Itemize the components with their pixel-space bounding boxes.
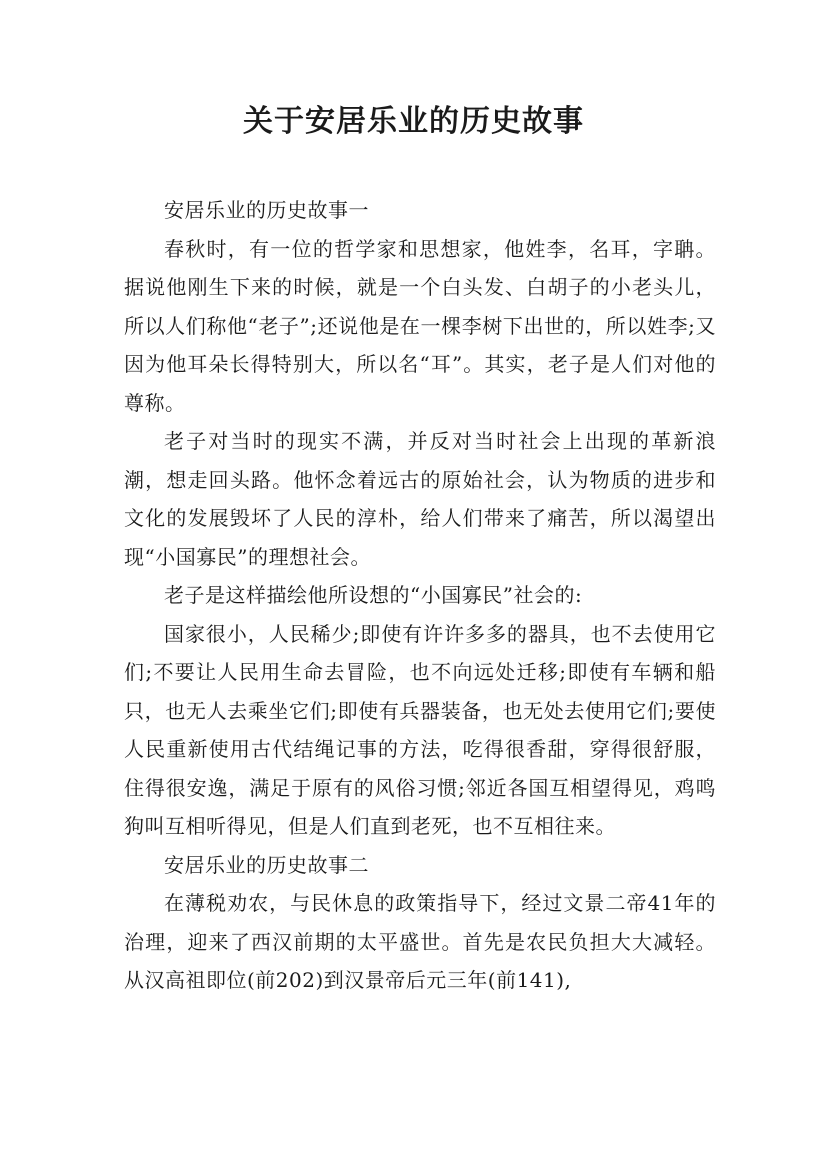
document-body [124, 191, 716, 1000]
paragraph: 老子对当时的现实不满，并反对当时社会上出现的革新浪潮，想走回头路。他怀念着远古的原始社会，认为物质的进步和文化的发展毁坏了人民的淳朴，给人们带来了痛苦，所以渴望出现“小国寡民”的理想社会。 [124, 429, 716, 569]
document-title: 关于安居乐业的历史故事 [243, 104, 584, 139]
paragraph: 春秋时，有一位的哲学家和思想家，他姓李，名耳，字聃。据说他刚生下来的时候，就是一个白头发、白胡子的小老头儿，所以人们称他“老子”;还说他是在一棵李树下出世的，所以姓李;又因为他耳朵长得特别大，所以名“耳”。其实，老子是人们对他的尊称。 [124, 236, 716, 415]
section-heading-2: 安居乐业的历史故事二 [164, 852, 369, 877]
section-heading-1: 安居乐业的历史故事一 [164, 198, 369, 222]
paragraph: 在薄税劝农，与民休息的政策指导下，经过文景二帝41年的治理，迎来了西汉前期的太平盛世。首先是农民负担大大减轻。从汉高祖即位(前202)到汉景帝后元三年(前141), [124, 891, 716, 992]
paragraph: 国家很小，人民稀少;即使有许许多多的器具，也不去使用它们;不要让人民用生命去冒险，也不向远处迁移;即使有车辆和船只，也无人去乘坐它们;即使有兵器装备，也无处去使用它们;要使人民重新使用古代结绳记事的方法，吃得很香甜，穿得很舒服，住得很安逸，满足于原有的风俗习惯;邻近各国互相望得见，鸡鸣狗叫互相听得见，但是人们直到老死，也不互相往来。 [124, 621, 716, 838]
paragraph: 老子是这样描绘他所设想的“小国寡民”社会的: [164, 583, 583, 607]
